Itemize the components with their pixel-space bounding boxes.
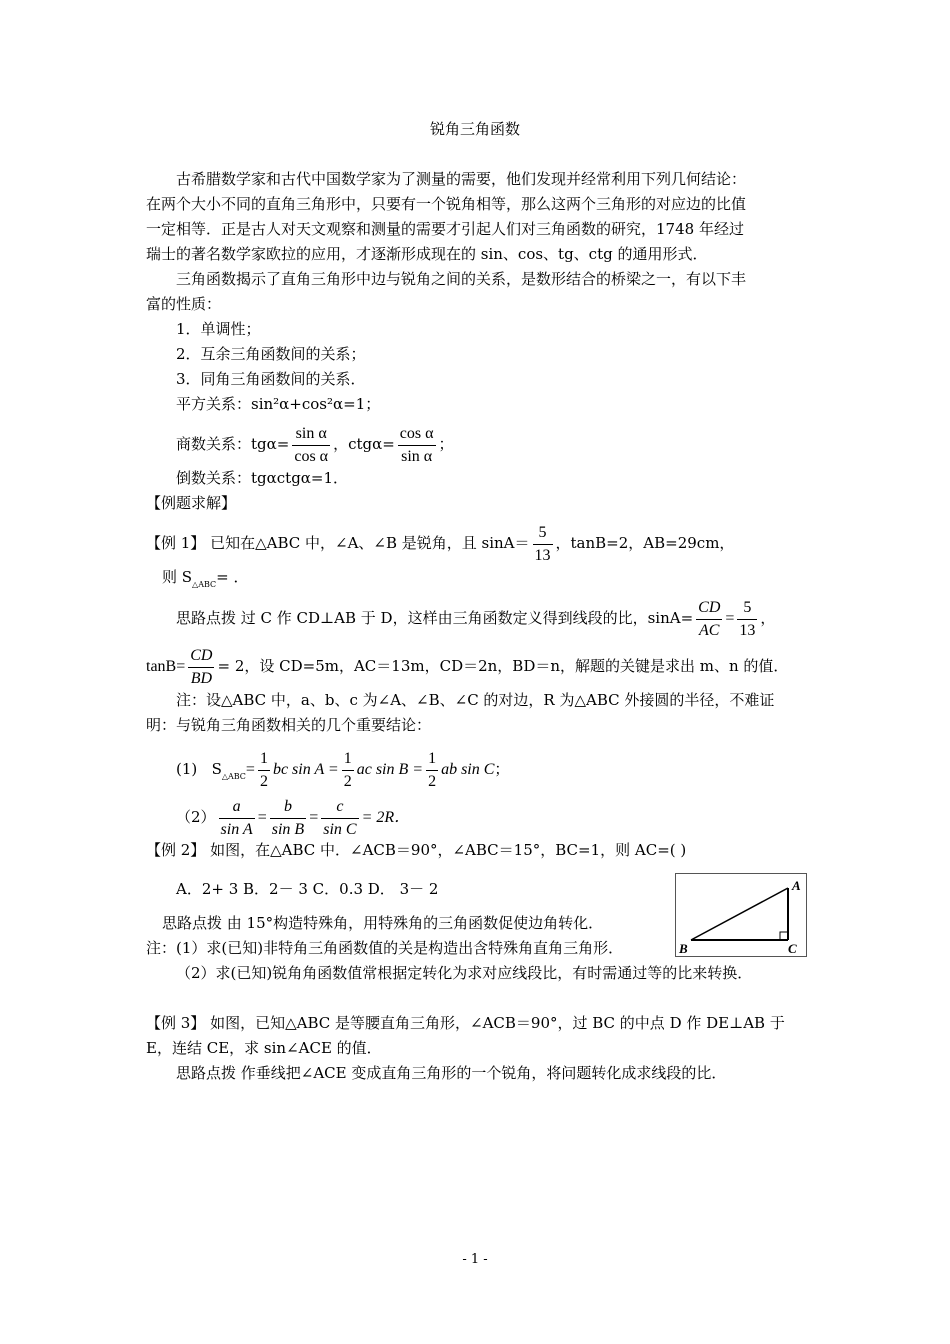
five-numerator: 5 (737, 597, 757, 620)
half-num-3: 1 (426, 748, 438, 771)
half-den-1: 2 (259, 772, 268, 790)
formula-1-term-1: bc sin A = (272, 761, 339, 779)
thirteen-denominator: 13 (739, 621, 756, 639)
quotient-mid: ，ctgα= (333, 435, 395, 454)
example-1-text-a: 【例 1】 已知在△ABC 中，∠A、∠B 是锐角，且 sinA＝ (146, 534, 530, 553)
formula-1 (176, 748, 509, 792)
example-2-note-1: 注：(1）求(已知)非特角三角函数值的关是构造出含特殊角直角三角形． (146, 939, 624, 957)
property-3: 3．同角三角函数间的关系． (176, 370, 366, 388)
label-a: A (792, 878, 801, 893)
b-numerator: b (270, 796, 306, 819)
note-line-2: 明：与锐角三角函数相关的几个重要结论： (146, 716, 432, 734)
sinA-numerator: 5 (538, 524, 547, 541)
hint-equals: = (725, 610, 735, 628)
sinA-denominator: 13 (533, 544, 553, 567)
formula-1-end: ； (494, 760, 510, 779)
intro-line-3: 一定相等．正是古人对天文观察和测量的需要才引起人们对三角函数的研究，1748 年经过 (146, 220, 744, 238)
area-subscript: △ABC (192, 580, 217, 589)
formula-1-label: (1) (176, 760, 198, 779)
half-den-2: 2 (343, 772, 352, 790)
example-1-text-b: ，tanB=2，AB=29cm， (555, 534, 735, 553)
figure-border (676, 874, 807, 957)
hint-comma: ， (760, 609, 776, 628)
quotient-relation (176, 423, 454, 467)
note-line-1: 注：设△ABC 中，a、b、c 为∠A、∠B、∠C 的对边，R 为△ABC 外接圆的半径，不难证 (176, 691, 775, 709)
half-fraction-2 (342, 748, 354, 792)
quotient-label: 商数关系：tgα= (176, 435, 290, 454)
formula-2-end: = 2R． (361, 809, 411, 827)
example-1-stem (146, 522, 734, 566)
intro-line-4: 瑞士的著名数学家欧拉的应用，才逐渐形成现在的 sin、cos、tg、ctg 的通用形式． (146, 245, 708, 263)
formula-1-eq: = (245, 761, 255, 779)
example-1-question (162, 570, 248, 589)
tg-numerator: sin α (292, 423, 330, 446)
ctg-numerator: cos α (398, 423, 436, 446)
ac-denominator: AC (699, 621, 720, 639)
b-sinB-fraction (270, 796, 306, 840)
example-1-hint (176, 597, 775, 641)
label-c: C (788, 941, 797, 956)
intro-line-2: 在两个大小不同的直角三角形中，只要有一个锐角相等，那么这两个三角形的对应边的比值 (146, 195, 747, 213)
ctg-fraction (398, 423, 436, 467)
cd-ac-fraction (696, 597, 722, 641)
half-den-3: 2 (428, 772, 437, 790)
page-number: - 1 - (462, 1252, 488, 1267)
quotient-end: ； (438, 435, 454, 454)
example-2-stem: 【例 2】 如图，在△ABC 中．∠ACB＝90°，∠ABC＝15°，BC=1，则 AC=( ) (146, 841, 687, 859)
example-3-hint: 思路点拨 作垂线把∠ACE 变成直角三角形的一个锐角，将问题转化成求线段的比． (176, 1064, 727, 1082)
half-fraction-3 (426, 748, 438, 792)
label-b: B (679, 941, 688, 956)
example-2-hint: 思路点拨 由 15°构造特殊角，用特殊角的三角函数促使边角转化． (162, 914, 604, 932)
intro-line-5: 三角函数揭示了直角三角形中边与锐角之间的关系，是数形结合的桥梁之一，有以下丰 (176, 270, 747, 288)
five-thirteen-fraction (737, 597, 757, 641)
sinC-denominator: sin C (323, 820, 357, 838)
section-heading: 【例题求解】 (146, 494, 237, 512)
half-num-2: 1 (342, 748, 354, 771)
c-sinC-fraction (321, 796, 358, 840)
formula-2-label: （2） (176, 808, 216, 827)
half-fraction-1 (258, 748, 270, 792)
example-2-note-2: （2）求(已知)锐角角函数值常根据定转化为求对应线段比，有时需通过等的比来转换． (176, 964, 753, 982)
tanB-line (146, 645, 788, 689)
cd-numerator: CD (696, 597, 722, 620)
tg-fraction (292, 423, 330, 467)
area-prefix: 则 S (162, 568, 193, 586)
tan-cd-numerator: CD (188, 645, 214, 668)
hint-text: 思路点拨 过 C 作 CD⊥AB 于 D，这样由三角函数定义得到线段的比，sinA= (176, 609, 694, 628)
formula-2-eq-2: = (309, 809, 319, 827)
cd-bd-fraction (188, 645, 214, 689)
sinB-denominator: sin B (271, 820, 305, 838)
c-numerator: c (321, 796, 358, 819)
tan-bd-denominator: BD (190, 669, 213, 687)
page-title: 锐角三角函数 (429, 120, 520, 138)
example-2-options: A．2+ 3 B．2－ 3 C．0.3 D． 3－ 2 (176, 880, 439, 898)
a-sinA-fraction (219, 796, 255, 840)
reciprocal-relation: 倒数关系：tgαctgα=1． (176, 469, 349, 487)
ctg-denominator: sin α (401, 447, 433, 465)
sinA-fraction (533, 522, 553, 566)
formula-2 (176, 796, 410, 840)
formula-1-term-2: ac sin B = (356, 761, 424, 779)
sinA-denominator-2: sin A (220, 820, 253, 838)
half-num-1: 1 (258, 748, 270, 771)
property-2: 2．互余三角函数间的关系； (176, 345, 366, 363)
tg-denominator: cos α (294, 447, 329, 465)
intro-line-6: 富的性质： (146, 295, 222, 313)
formula-1-term-3: ab sin C (441, 761, 495, 779)
triangle-svg (675, 873, 807, 957)
formula-2-eq-1: = (257, 809, 267, 827)
tan-prefix: tanB= (146, 658, 186, 676)
intro-line-1: 古希腊数学家和古代中国数学家为了测量的需要，他们发现并经常利用下列几何结论： (176, 170, 747, 188)
square-relation: 平方关系：sin²α+cos²α=1； (176, 395, 381, 413)
a-numerator: a (219, 796, 255, 819)
formula-1-sub: △ABC (221, 772, 246, 782)
property-1: 1．单调性； (176, 320, 261, 338)
area-suffix: = ． (216, 568, 249, 586)
example-3-line-2: E，连结 CE，求 sin∠ACE 的值． (146, 1039, 382, 1057)
formula-1-s: S (211, 760, 222, 779)
triangle-figure (675, 873, 807, 957)
example-3-line-1: 【例 3】 如图，已知△ABC 是等腰直角三角形，∠ACB＝90°，过 BC 的中点 D 作 DE⊥AB 于 (146, 1014, 785, 1032)
tan-suffix: = 2，设 CD=5m，AC＝13m，CD＝2n，BD＝n，解题的关键是求出 m、n 的值． (217, 657, 789, 676)
